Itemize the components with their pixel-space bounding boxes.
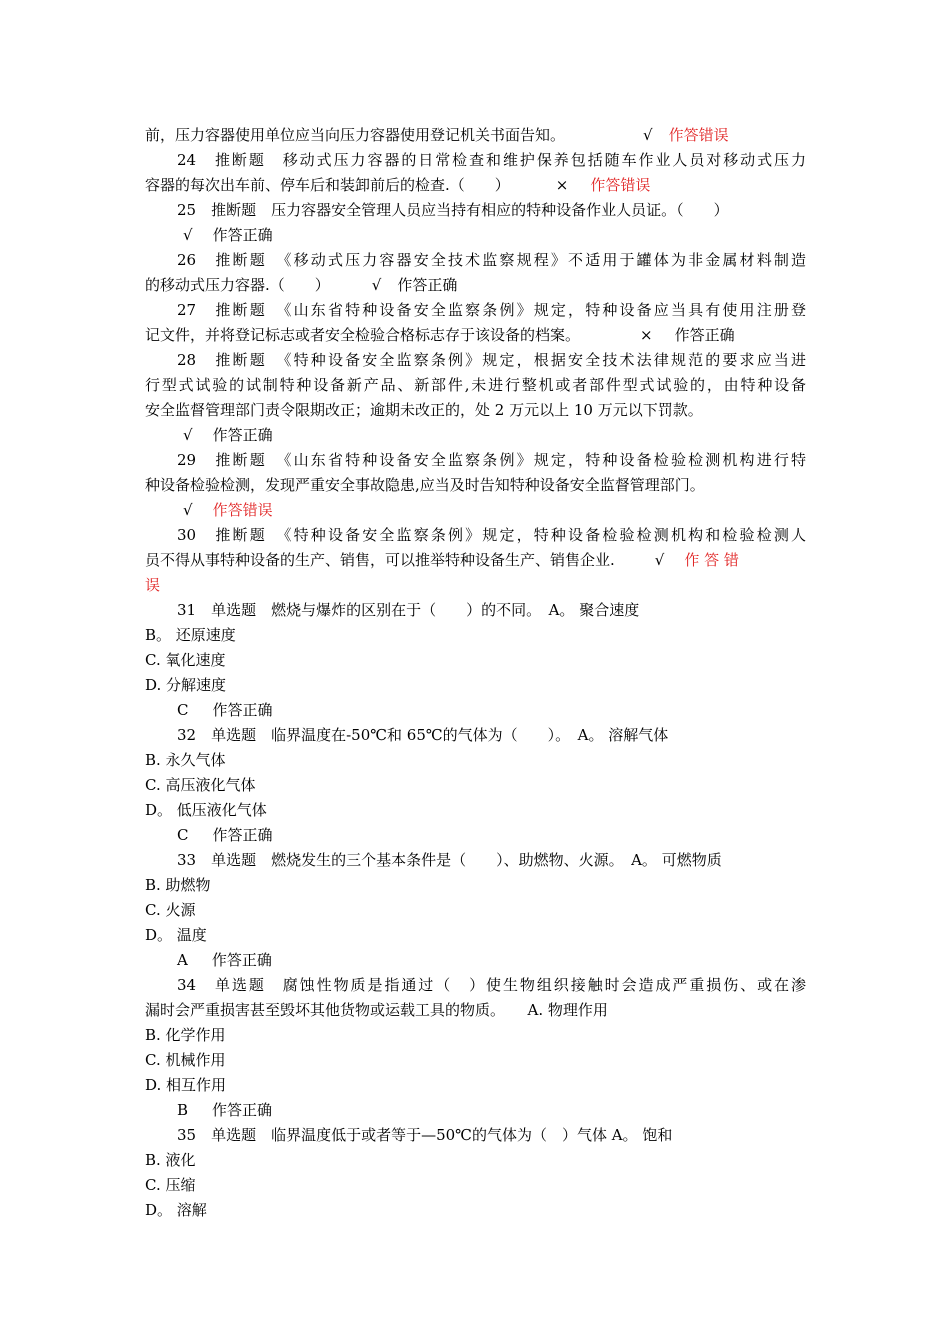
option-b: B. 助燃物 [145, 876, 211, 894]
text-line: 安全监督管理部门责令限期改正；逾期未改正的，处 2 万元以上 10 万元以下罚款。 [145, 401, 703, 419]
option-c: C. 高压液化气体 [145, 776, 256, 794]
answer-status: 作答正确 [212, 426, 273, 444]
answer-status: 作答错误 [212, 501, 273, 519]
question-line: 29 推断题 《山东省特种设备安全监察条例》规定，特种设备检验检测机构进行特 [177, 451, 806, 469]
answer-mark: C [177, 701, 189, 719]
answer-status: 作 答 错 [684, 551, 739, 569]
text-line: 记文件，并将登记标志或者安全检验合格标志存于该设备的档案。 × 作答正确 [145, 326, 735, 344]
answer-line [183, 500, 273, 520]
option-d: D。 温度 [145, 926, 207, 944]
option-b: B。 还原速度 [145, 626, 236, 644]
answer-status: 作答正确 [212, 1101, 273, 1119]
answer-mark: √ [183, 226, 193, 244]
option-c: C. 氧化速度 [145, 651, 226, 669]
answer-mark: B [177, 1101, 189, 1119]
answer-line [183, 225, 273, 245]
question-line: 24 推断题 移动式压力容器的日常检查和维护保养包括随车作业人员对移动式压力 [177, 151, 806, 169]
answer-mark: × [640, 326, 653, 344]
answer-line [177, 825, 273, 845]
answer-mark: A [177, 951, 188, 969]
answer-status: 作答正确 [212, 826, 273, 844]
question-line: 31 单选题 燃烧与爆炸的区别在于（ ）的不同。 A。 聚合速度 [177, 601, 640, 619]
answer-line [177, 700, 273, 720]
answer-mark: √ [183, 426, 193, 444]
answer-status: 作答错误 [590, 176, 651, 194]
option-d: D。 溶解 [145, 1201, 207, 1219]
option-d: D. 相互作用 [145, 1076, 227, 1094]
option-c: C. 压缩 [145, 1176, 196, 1194]
text-line: 的移动式压力容器.（ ） √ 作答正确 [145, 276, 458, 294]
option-c: C. 机械作用 [145, 1051, 226, 1069]
question-line: 28 推断题 《特种设备安全监察条例》规定，根据安全技术法律规范的要求应当进 [177, 351, 806, 369]
answer-status: 作答正确 [212, 701, 273, 719]
answer-mark: √ [654, 551, 665, 569]
answer-status: 作答正确 [674, 326, 735, 344]
text-line: 漏时会严重损害甚至毁坏其他货物或运载工具的物质。 A. 物理作用 [145, 1001, 608, 1019]
question-line: 34 单选题 腐蚀性物质是指通过（ ）使生物组织接触时会造成严重损伤、或在渗 [177, 976, 806, 994]
question-line: 25 推断题 压力容器安全管理人员应当持有相应的特种设备作业人员证。（ ） [177, 201, 729, 219]
question-line: 32 单选题 临界温度在-50℃和 65℃的气体为（ ）。 A。 溶解气体 [177, 726, 669, 744]
text-line: 行型式试验的试制特种设备新产品、新部件,未进行整机或者部件型式试验的，由特种设备 [145, 376, 806, 394]
option-c: C. 火源 [145, 901, 196, 919]
option-d: D. 分解速度 [145, 676, 227, 694]
answer-line [177, 1100, 272, 1120]
option-b: B. 液化 [145, 1151, 196, 1169]
text-line: 容器的每次出车前、停车后和装卸前后的检查.（ ） × 作答错误 [145, 176, 651, 194]
answer-status-wrap: 误 [145, 576, 161, 594]
answer-mark: √ [643, 126, 653, 144]
answer-mark: √ [183, 501, 193, 519]
question-line: 35 单选题 临界温度低于或者等于—50℃的气体为（ ）气体 A。 饱和 [177, 1126, 673, 1144]
option-b: B. 化学作用 [145, 1026, 226, 1044]
text-line: 前，压力容器使用单位应当向压力容器使用登记机关书面告知。 √ 作答错误 [145, 126, 729, 144]
answer-status: 作答正确 [212, 226, 273, 244]
answer-status: 作答错误 [668, 126, 729, 144]
text-line: 员不得从事特种设备的生产、销售，可以推举特种设备生产、销售企业. √ 作 答 错 [145, 551, 739, 569]
answer-mark: C [177, 826, 189, 844]
question-line: 26 推断题 《移动式压力容器安全技术监察规程》不适用于罐体为非金属材料制造 [177, 251, 806, 269]
question-line: 27 推断题 《山东省特种设备安全监察条例》规定，特种设备应当具有使用注册登 [177, 301, 806, 319]
answer-status: 作答正确 [397, 276, 458, 294]
answer-line [183, 425, 273, 445]
answer-mark: × [555, 176, 569, 194]
answer-status: 作答正确 [211, 951, 272, 969]
text-line: 种设备检验检测，发现严重安全事故隐患,应当及时告知特种设备安全监督管理部门。 [145, 476, 705, 494]
question-line: 30 推断题 《特种设备安全监察条例》规定，特种设备检验检测机构和检验检测人 [177, 526, 806, 544]
answer-mark: √ [371, 276, 382, 294]
answer-line [177, 950, 272, 970]
option-d: D。 低压液化气体 [145, 801, 267, 819]
option-b: B. 永久气体 [145, 751, 226, 769]
question-line: 33 单选题 燃烧发生的三个基本条件是（ ）、助燃物、火源。 A。 可燃物质 [177, 851, 722, 869]
